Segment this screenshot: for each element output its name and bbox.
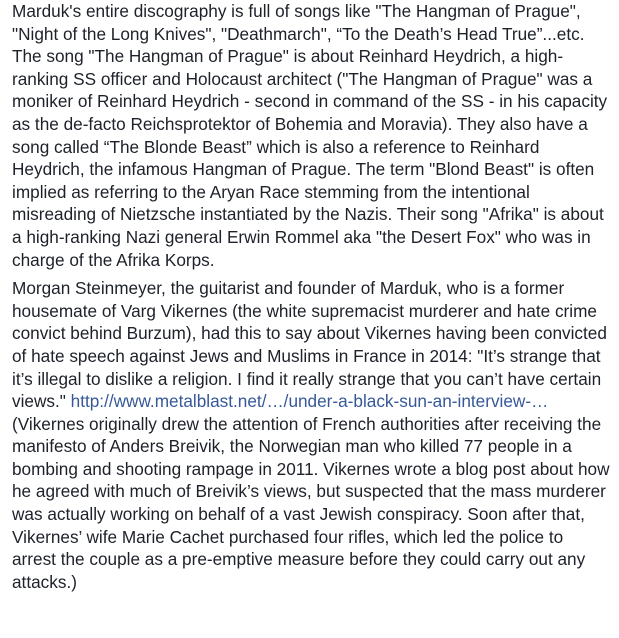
metalblast-interview-link[interactable]: http://www.metalblast.net/…/under-a-black-sun-an-interview-… <box>70 391 549 412</box>
post-paragraph-2 <box>12 277 611 593</box>
paragraph-2-text-before-link: Morgan Steinmeyer, the guitarist and founder of Marduk, who is a former housemate of Varg Vikernes (the white supremacist murderer and hate crime convict behind Burzum), had this to say about Vikernes having been convicted of hate speech against Jews and Muslims in France in 2014: "It’s strange that it’s illegal to dislike a religion. I find it really strange that you can’t have certain views." <box>12 278 607 412</box>
post-paragraph-1: Marduk's entire discography is full of songs like "The Hangman of Prague", "Night of the Long Knives", "Deathmarch", “To the Death’s Head True”...etc. The song "The Hangman of Prague" is about Reinhard Heydrich, a high-ranking SS officer and Holocaust architect ("The Hangman of Prague" was a moniker of Reinhard Heydrich - second in command of the SS - in his capacity as the de-facto Reichsprotektor of Bohemia and Moravia). They also have a song called “The Blonde Beast” which is also a reference to Reinhard Heydrich, the infamous Hangman of Prague. The term "Blond Beast" is often implied as referring to the Aryan Race stemming from the intentional misreading of Nietzsche instantiated by the Nazis. Their song "Afrika" is about a high-ranking Nazi general Erwin Rommel aka "the Desert Fox" who was in charge of the Afrika Korps. <box>12 1 608 270</box>
paragraph-2-text-after-link: (Vikernes originally drew the attention of French authorities after receiving the manifesto of Anders Breivik, the Norwegian man who killed 77 people in a bombing and shooting rampage in 2011. Vikernes wrote a blog post about how he agreed with much of Breivik’s views, but suspected that the mass murderer was actually working on behalf of a vast Jewish conspiracy. Soon after that, Vikernes’ wife Marie Cachet purchased four rifles, which led the police to arrest the couple as a pre-emptive measure before they could carry out any attacks.) <box>12 413 610 592</box>
